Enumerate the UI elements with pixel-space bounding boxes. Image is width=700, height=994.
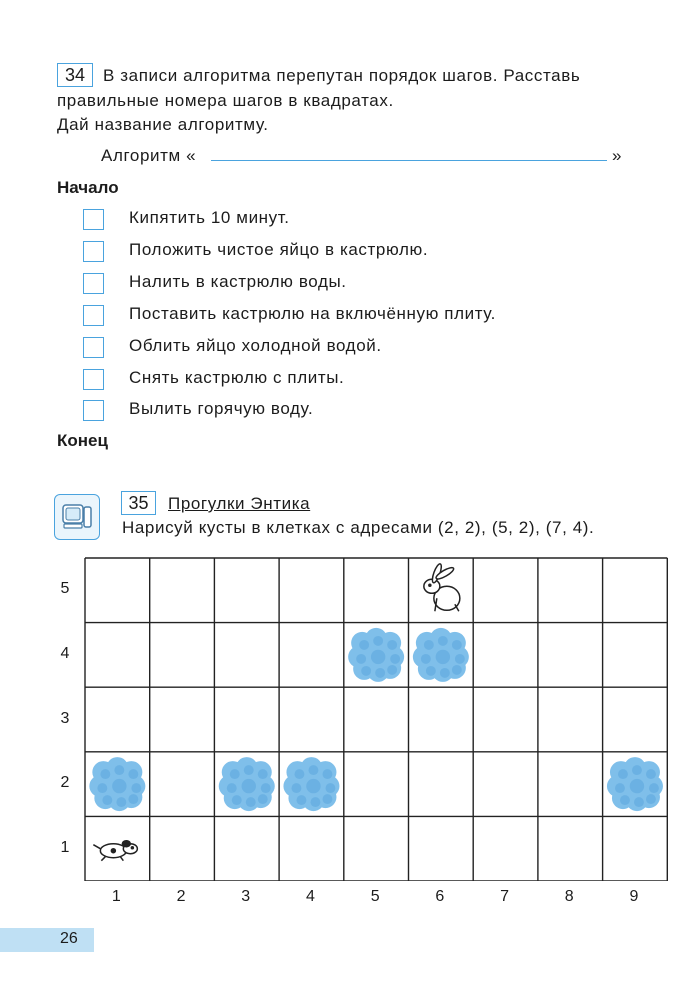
x-axis-label: 3 xyxy=(241,888,251,905)
step-text: Облить яйцо холодной водой. xyxy=(129,336,382,355)
x-axis-label: 1 xyxy=(111,888,121,905)
algorithm-close-quote: » xyxy=(612,146,623,165)
bush-icon xyxy=(89,757,145,811)
step-text: Снять кастрюлю с плиты. xyxy=(129,368,345,387)
step-number-box[interactable] xyxy=(83,209,104,230)
algorithm-name-field[interactable] xyxy=(211,160,607,161)
step-text: Кипятить 10 минут. xyxy=(129,208,290,227)
coordinate-grid[interactable] xyxy=(84,557,668,881)
task-34-line-3: Дай название алгоритму. xyxy=(57,115,269,134)
y-axis-label: 1 xyxy=(60,838,70,856)
step-number-box[interactable] xyxy=(83,337,104,358)
bush-icon xyxy=(219,757,275,811)
page-number: 26 xyxy=(60,930,78,947)
bush-icon xyxy=(283,757,339,811)
task-34-number: 34 xyxy=(57,63,93,87)
task-35-instruction: Нарисуй кусты в клетках с адресами (2, 2), (5, 2), (7, 4). xyxy=(122,518,595,537)
x-axis-label: 7 xyxy=(500,888,509,905)
algorithm-label: Алгоритм « xyxy=(101,146,197,165)
step-text: Положить чистое яйцо в кастрюлю. xyxy=(129,240,429,259)
task-35-number: 35 xyxy=(121,491,156,515)
x-axis-label: 2 xyxy=(176,888,186,905)
task-34-line-1: В записи алгоритма перепутан порядок шагов. Расставь xyxy=(103,66,581,85)
bush-icon xyxy=(413,628,469,682)
start-label: Начало xyxy=(57,178,119,197)
step-text: Вылить горячую воду. xyxy=(129,399,314,418)
dog-icon xyxy=(93,841,137,861)
step-number-box[interactable] xyxy=(83,305,104,326)
step-text: Налить в кастрюлю воды. xyxy=(129,272,347,291)
step-text: Поставить кастрюлю на включённую плиту. xyxy=(129,304,496,323)
x-axis-label: 9 xyxy=(629,888,639,905)
task-35-title: Прогулки Энтика xyxy=(168,494,311,513)
x-axis-label: 6 xyxy=(435,888,445,905)
x-axis-label: 8 xyxy=(564,888,574,905)
page-number-tab xyxy=(0,928,94,952)
step-number-box[interactable] xyxy=(83,369,104,390)
y-axis-label: 2 xyxy=(60,774,70,792)
computer-icon xyxy=(54,494,100,540)
y-axis-label: 5 xyxy=(60,580,70,598)
task-34-line-2: правильные номера шагов в квадратах. xyxy=(57,91,394,110)
end-label: Конец xyxy=(57,431,108,450)
rabbit-icon xyxy=(424,563,460,611)
bush-icon xyxy=(348,628,404,682)
y-axis-label: 4 xyxy=(60,644,70,662)
step-number-box[interactable] xyxy=(83,241,104,262)
step-number-box[interactable] xyxy=(83,400,104,421)
x-axis-label: 5 xyxy=(370,888,380,905)
x-axis-label: 4 xyxy=(305,888,315,905)
y-axis-label: 3 xyxy=(60,709,70,727)
step-number-box[interactable] xyxy=(83,273,104,294)
bush-icon xyxy=(607,757,663,811)
